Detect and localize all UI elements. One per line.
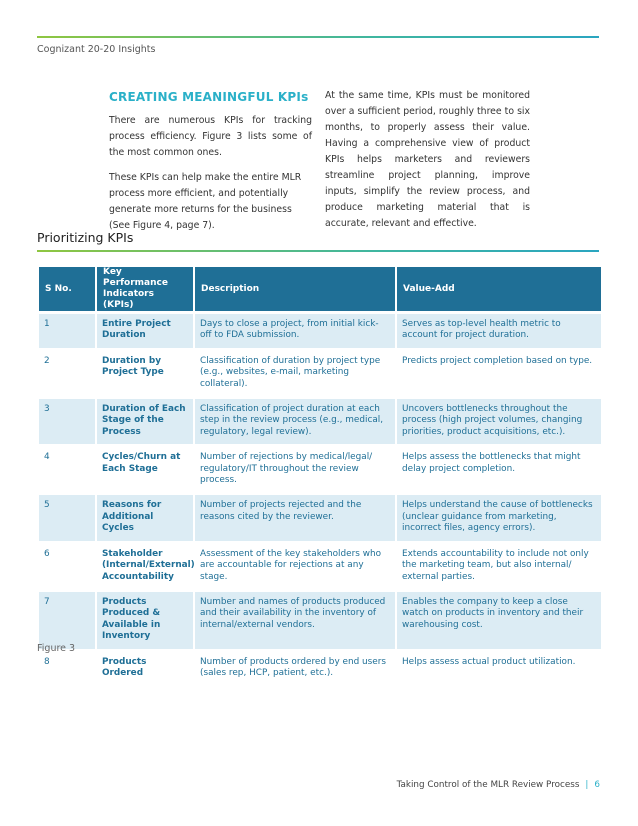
cell-description: Number of products ordered by end users (sales rep, HCP, patient, etc.). [195,652,395,686]
header-sno: S No. [39,267,95,311]
cell-kpi: Cycles/Churn at Each Stage [97,447,193,492]
cell-description: Number and names of products produced and their availability in the inventory of internal/external vendors. [195,592,395,649]
table-row [39,652,601,686]
table-row [39,314,601,348]
table-section-rule [37,250,599,252]
intro-paragraph-1: There are numerous KPIs for tracking process efficiency. Figure 3 lists some of the most common ones. [109,115,312,158]
cell-description: Assessment of the key stakeholders who are accountable for rejections at any stage. [195,544,395,589]
table-row [39,592,601,649]
table-row [39,399,601,444]
figure-caption: Figure 3 [37,643,76,654]
cell-kpi: Stakeholder (Internal/External) Accountability [97,544,193,589]
cell-sno: 7 [39,592,95,649]
footer-separator: | [585,780,589,790]
cell-description: Classification of duration by project type (e.g., websites, e-mail, marketing collateral). [195,351,395,396]
table-row [39,351,601,396]
cell-value-add: Enables the company to keep a close watch on products in inventory and their warehousing cost. [397,592,601,649]
cell-value-add: Serves as top-level health metric to account for project duration. [397,314,601,348]
cell-kpi: Entire Project Duration [97,314,193,348]
intro-paragraph-3: At the same time, KPIs must be monitored over a sufficient period, roughly three to six months, to properly assess their value. Having a comprehensive view of product KPIs helps marketers and reviewers streamline project planning, improve inputs, simplify the review process, and produce marketing material that is accurate, relevant and effective. [325,90,530,229]
intro-right-column [325,88,530,241]
cell-value-add: Helps understand the cause of bottlenecks (unclear guidance from marketing, incorrect files, agency errors). [397,495,601,540]
cell-sno: 1 [39,314,95,348]
table-row [39,544,601,589]
cell-sno: 3 [39,399,95,444]
cell-kpi: Reasons for Additional Cycles [97,495,193,540]
cell-sno: 2 [39,351,95,396]
table-header-row [39,267,601,311]
cell-kpi: Duration by Project Type [97,351,193,396]
intro-left-column [109,90,312,243]
cell-value-add: Uncovers bottlenecks throughout the process (high project volumes, changing priorities, product acquisitions, etc.). [397,399,601,444]
cell-description: Number of projects rejected and the reasons cited by the reviewer. [195,495,395,540]
cell-kpi: Duration of Each Stage of the Process [97,399,193,444]
cell-sno: 4 [39,447,95,492]
page-footer [397,780,600,790]
header-description: Description [195,267,395,311]
cell-description: Classification of project duration at each step in the review process (e.g., medical, regulatory, legal review). [195,399,395,444]
section-heading: CREATING MEANINGFUL KPIs [109,90,309,104]
header-kpi: Key Performance Indicators (KPIs) [97,267,193,311]
cell-kpi: Products Produced & Available in Inventory [97,592,193,649]
intro-paragraph-2: These KPIs can help make the entire MLR process more efficient, and potentially generate more returns for the business (See Figure 4, page 7). [109,172,302,231]
cell-sno: 5 [39,495,95,540]
kpi-table [37,264,603,688]
cell-kpi: Products Ordered [97,652,193,686]
table-row [39,495,601,540]
cell-value-add: Predicts project completion based on type. [397,351,601,396]
cell-sno: 8 [39,652,95,686]
cell-sno: 6 [39,544,95,589]
table-section-title: Prioritizing KPIs [37,230,134,245]
running-header: Cognizant 20-20 Insights [37,44,156,55]
header-rule [37,36,599,38]
cell-description: Days to close a project, from initial kick-off to FDA submission. [195,314,395,348]
cell-value-add: Helps assess the bottlenecks that might delay project completion. [397,447,601,492]
header-value-add: Value-Add [397,267,601,311]
footer-title: Taking Control of the MLR Review Process [396,780,580,790]
table-row [39,447,601,492]
cell-value-add: Extends accountability to include not only the marketing team, but also internal/ external parties. [397,544,601,589]
cell-description: Number of rejections by medical/legal/ regulatory/IT throughout the review process. [195,447,395,492]
cell-value-add: Helps assess actual product utilization. [397,652,601,686]
page-number: 6 [594,780,600,790]
